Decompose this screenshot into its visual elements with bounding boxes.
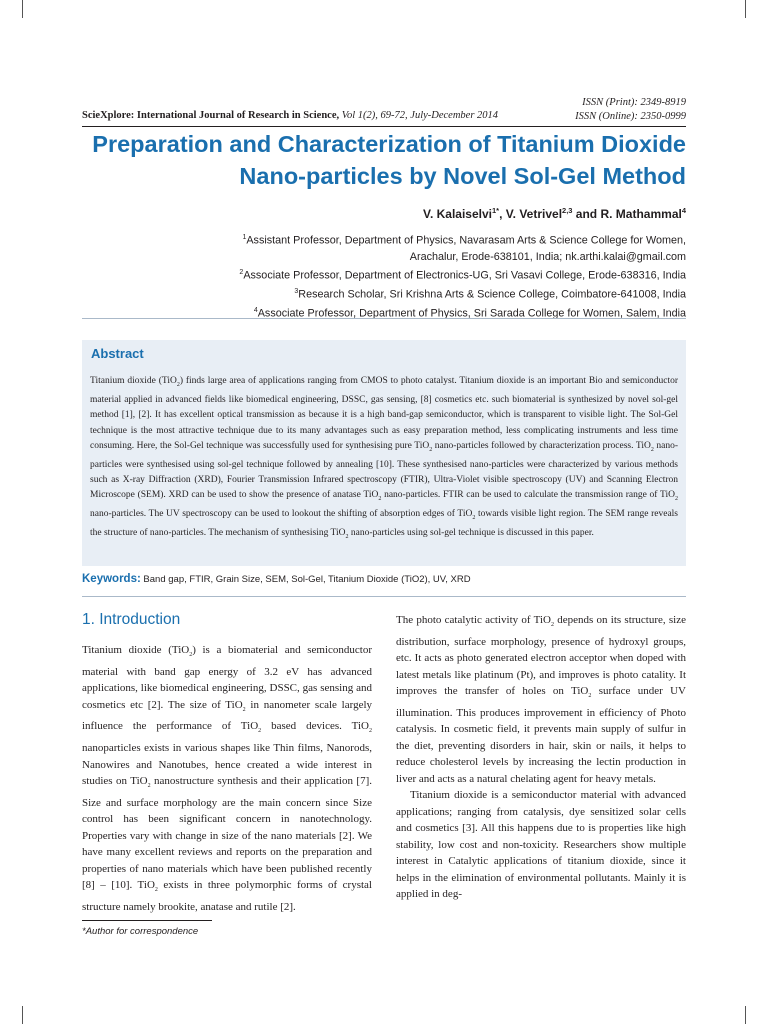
crop-mark-top-right <box>745 0 746 18</box>
title-line-2: Nano-particles by Novel Sol-Gel Method <box>239 163 686 189</box>
issn-online: ISSN (Online): 2350-0999 <box>575 111 686 122</box>
abstract-box <box>82 340 686 566</box>
title-line-1: Preparation and Characterization of Titanium Dioxide <box>92 131 686 157</box>
paper-title <box>46 128 686 192</box>
affiliations <box>126 230 686 322</box>
affiliation-line: $^1$Assistant Professor, Department of Physics, Navarasam Arts & Science College for Women, <box>242 234 686 247</box>
paragraph: The photo catalytic activity of TiO$_2$ depends on its structure, size distribution, surface morphology, presence of hydroxyl groups, etc. It acts as photo generated electron acceptor when doped with latest metals like platinum (Pt), and improves is photo catality. It improves the transfer of holes on TiO$_2$ surface under UV illumination. This produces improvement in efficiency of Photo catalysis. In cosmetic field, it prevents main supply of sulfur in the diet, preventing disorders in hair, skin or nails, it helps to reduce cholesterol levels by increasing the lectin production in liver and acts as a natural chelating agent for heavy metals. <box>396 614 687 785</box>
affiliation-line: Arachalur, Erode-638101, India; nk.arthi.kalai@gmail.com <box>409 250 686 263</box>
footnote: *Author for correspondence <box>82 926 199 937</box>
affiliation-divider <box>82 318 686 319</box>
author-1: V. Kalaiselvi <box>423 207 492 221</box>
affiliation-line: $^3$Research Scholar, Sri Krishna Arts & Science College, Coimbatore-641008, India <box>294 288 686 301</box>
affiliation-line: $^4$Associate Professor, Department of Physics, Sri Sarada College for Women, Salem, India <box>253 306 686 320</box>
keywords-label: Keywords: <box>82 573 141 585</box>
crop-mark-bottom-left <box>22 1006 23 1024</box>
keywords-text: Band gap, FTIR, Grain Size, SEM, Sol-Gel, Titanium Dioxide (TiO2), UV, XRD <box>140 574 471 585</box>
journal-name: ScieXplore: International Journal of Research in Science, <box>82 110 340 121</box>
journal-issue: Vol 1(2), 69-72, July-December 2014 <box>341 110 499 121</box>
affiliation-line: $^2$Associate Professor, Department of Electronics-UG, Sri Vasavi College, Erode-638316, India <box>239 269 686 282</box>
abstract-heading: Abstract <box>91 346 144 361</box>
issn-block <box>575 96 686 124</box>
author-2: , V. Vetrivel <box>499 207 563 221</box>
journal-citation <box>82 110 498 121</box>
column-left <box>82 612 372 915</box>
crop-mark-top-left <box>22 0 23 18</box>
author-1-sup: 1* <box>492 206 500 215</box>
author-list <box>423 206 686 221</box>
author-3-sup: 4 <box>681 206 686 215</box>
column-right <box>396 612 686 903</box>
footnote-divider <box>82 920 212 921</box>
crop-mark-bottom-right <box>745 1006 746 1024</box>
header-divider <box>82 126 686 127</box>
introduction-heading: 1. Introduction <box>82 611 181 628</box>
keywords-divider <box>82 596 686 597</box>
issn-print: ISSN (Print): 2349-8919 <box>582 97 686 108</box>
author-3: and R. Mathammal <box>572 207 682 221</box>
author-2-sup: 2,3 <box>562 206 573 215</box>
keywords <box>82 573 686 585</box>
abstract-text: Titanium dioxide (TiO$_2$) finds large area of applications ranging from CMOS to photo catalyst. Titanium dioxide is an important Bio and semiconductor material applied in advanced fields like biomedical engineering, DSSC, gas sensing, [8] cosmetics etc. such biomaterial is synthesized by novel sol-gel method [1], [2]. It has excellent optical transmission as because it is a high band-gap semiconductor, which is transparent to visible light. The Sol-Gel technique is the most attractive technique due to its many advantages such as easy preparation method, less complicating instruments and less time consuming. Here, the Sol-Gel technique was successfully used for synthesising pure TiO$_2$ nano-particles followed by characterization process. TiO$_2$ nano-particles were synthesised using sol-gel technique followed by annealing [10]. These synthesised nano-particles were characterized by various methods such as X-ray Diffraction (XRD), Fourier Transmission Infrared spectroscopy (FTIR), Ultra-Violet visible spectroscopy (UV) and Scanning Electron Microscope (SEM). XRD can be used to show the presence of anatase TiO$_2$ nano-particles. FTIR can be used to calculate the transmission range of TiO$_2$ nano-particles. The UV spectroscopy can be used to lookout the shifting of absorption edges of TiO$_2$ towards visible light region. The SEM range reveals the structure of nano-particles. The mechanism of synthesising TiO$_2$ nano-particles using sol-gel technique is discussed in this paper. <box>90 376 678 541</box>
paragraph: Titanium dioxide (TiO$_2$) is a biomaterial and semiconductor material with band gap energy of 3.2 eV has advanced applications, like biomedical engineering, DSSC, gas sensing and cosmetics etc [2]. The size of TiO$_2$ in nanometer scale largely influence the performance of TiO$_2$ based devices. TiO$_2$ nanoparticles exists in various shapes like Thin films, Nanorods, Nanowires and Nanotubes, hence created a wide interest in studies on TiO$_2$ nanostructure synthesis and their application [7]. Size and surface morphology are the main concern since Size control has been significant concern in nanotechnology. Properties vary with change in size of the nano materials [2]. We have many excellent reviews and reports on the preparation and properties of nano materials which have been published recently [8] – [10]. TiO$_2$ exists in three polymorphic forms of crystal structure namely brookite, anatase and rutile [2]. <box>82 644 373 913</box>
paragraph: Titanium dioxide is a semiconductor material with advanced applications; ranging from catalysis, dye sensitized solar cells and cosmetics [3]. All this happens due to is properties like high stability, low cost and non-toxicity. Researchers show multiple interest in Catalytic applications of titanium dioxide, since it helps in the elimination of environmental pollutants. Mainly it is applied in deg- <box>396 789 686 901</box>
